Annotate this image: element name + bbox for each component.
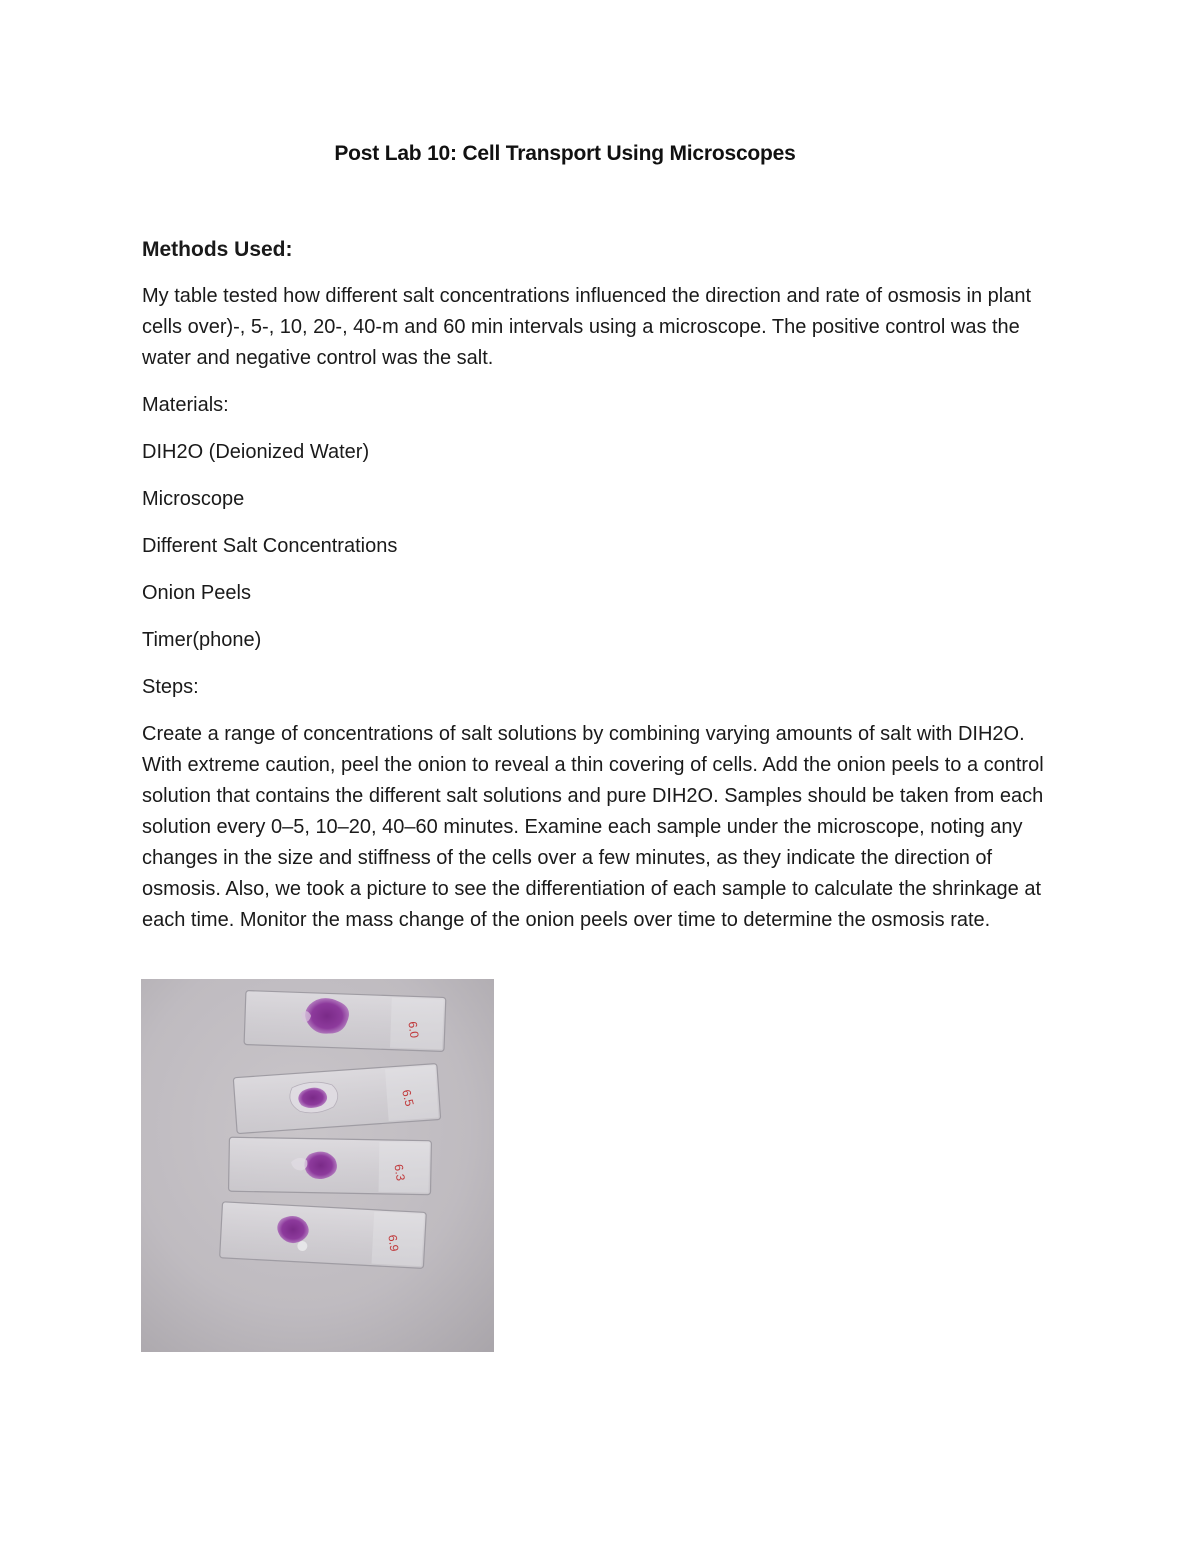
slides-photo-graphic	[141, 979, 494, 1352]
slide-label: 6.9	[385, 1233, 402, 1253]
slide-label: 6.5	[399, 1088, 417, 1108]
methods-paragraph: My table tested how different salt concentrations influenced the direction and rate of osmosis in plant cells over)-, 5-, 10, 20-, 40-m and 60 min intervals using a microscope. The positive control was the water and negative control was the salt.	[142, 285, 1032, 369]
steps-paragraph: Create a range of concentrations of salt solutions by combining varying amounts of salt with DIH2O. With extreme caution, peel the onion to reveal a thin covering of cells. Add the onion peels to a control solution that contains the different salt solutions and pure DIH2O. Samples should be taken from each solution every 0–5, 10–20, 40–60 minutes. Examine each sample under the microscope, noting any changes in the size and stiffness of the cells over a few minutes, as they indicate the direction of osmosis. Also, we took a picture to see the differentiation of each sample to calculate the shrinkage at each time. Monitor the mass change of the onion peels over time to determine the osmosis rate.	[142, 723, 1044, 931]
material-item: Onion Peels	[142, 582, 251, 604]
document-title: Post Lab 10: Cell Transport Using Microscopes	[334, 142, 796, 165]
steps-label: Steps:	[142, 676, 199, 698]
material-item: Timer(phone)	[142, 629, 262, 651]
slide-label: 6.3	[391, 1163, 408, 1182]
material-item: Different Salt Concentrations	[142, 535, 398, 557]
material-item: DIH2O (Deionized Water)	[142, 441, 370, 463]
methods-heading: Methods Used:	[142, 238, 293, 261]
slide-3	[229, 1137, 432, 1195]
slide-1	[244, 991, 446, 1052]
microscope-slides-photo	[141, 979, 494, 1352]
materials-label: Materials:	[142, 394, 229, 416]
slide-4	[220, 1202, 427, 1269]
document-body	[142, 234, 1067, 952]
slide-label: 6.0	[405, 1020, 422, 1039]
material-item: Microscope	[142, 488, 245, 510]
